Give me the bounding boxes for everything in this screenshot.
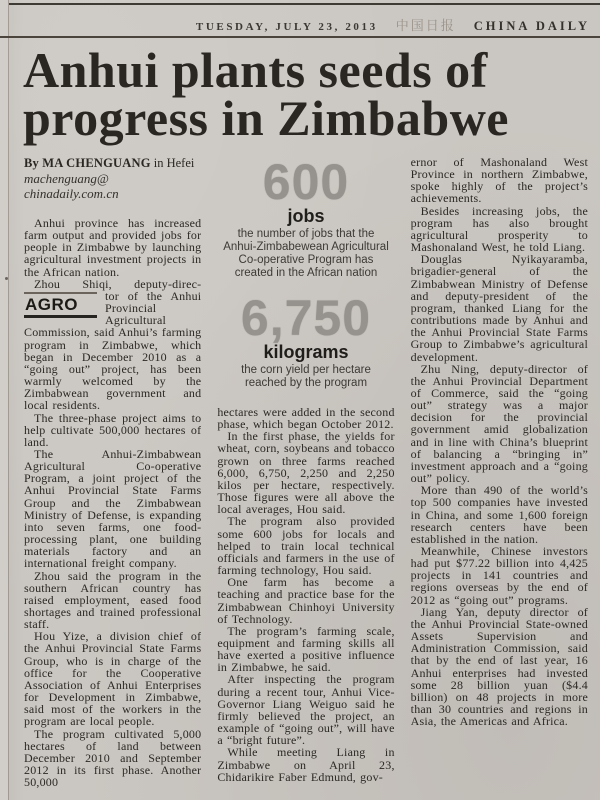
- article-paragraph: hectares were added in the second phase, which began October 2012.: [217, 405, 395, 432]
- article-paragraph: The program cultivated 5,000 hectares of land between December 2010 and September 2012 in its first phase. Another 50,000: [24, 726, 202, 790]
- byline-location: in Hefei: [150, 156, 195, 170]
- column-1: [24, 156, 201, 798]
- stats-block: [217, 156, 394, 390]
- article-paragraph: The three-phase project aims to help cultivate 500,000 hectares of land.: [24, 410, 202, 449]
- stat-kilograms-unit: kilograms: [263, 342, 349, 362]
- article-paragraph: Zhu Ning, deputy-director of the Anhui Provincial Department of Commerce, said the “going out” strategy was a major decision for the provincial government amid globalization and in line with China’s blueprint of balancing a “bringing in” investment approach and a “going out” policy.: [410, 361, 588, 486]
- headline-line2: progress in Zimbabwe: [23, 90, 510, 146]
- stat-kilograms-caption: the corn yield per hectare reached by the program: [241, 364, 371, 389]
- article-paragraph: Douglas Nyikayaramba, brigadier-general of the Zimbabwean Ministry of Defense and deputy-president of the program, thanked Liang for the contributions made by Anhui and the Anhui Provincial State Farms Group to Zimbabwe’s agricultural development.: [410, 252, 588, 364]
- stat-jobs-value: 600: [262, 156, 350, 210]
- stat-kilograms-value: 6,750: [240, 290, 372, 346]
- byline: [24, 156, 201, 171]
- stat-kilograms: [217, 290, 394, 390]
- column-2: [217, 156, 394, 798]
- article-body-col2: [217, 406, 394, 783]
- author-email-line2: chinadaily.com.cn: [24, 185, 119, 201]
- article-paragraph: One farm has become a teaching and practice base for the Zimbabwean Chinhoyi University of Technology.: [217, 575, 395, 626]
- article-columns: [24, 156, 588, 798]
- article-paragraph: Hou Yize, a division chief of the Anhui Provincial State Farms Group, who is in charge of the office for the Cooperative Association of Anhui Enterprises for Development in Zimbabwe, said most of the workers in the program are local people.: [24, 629, 202, 729]
- article-paragraph: Besides increasing jobs, the program has also brought agricultural prosperity to Mashonaland West, he told Liang.: [410, 203, 588, 255]
- masthead-paper-name: CHINA DAILY: [473, 19, 590, 33]
- scan-left-margin: [0, 0, 8, 800]
- scan-fold-line: [8, 0, 9, 800]
- headline-line1: Anhui plants seeds of: [23, 42, 488, 98]
- article-paragraph: After inspecting the program during a recent tour, Anhui Vice-Governor Liang Weiguo said he firmly believed the project, an example of “going out”, will have a “bright future”.: [217, 672, 395, 748]
- masthead-date: TUESDAY, JULY 23, 2013: [195, 21, 378, 33]
- masthead-top-rule: [9, 3, 600, 5]
- scan-speck: [5, 277, 8, 280]
- article-paragraph: The Anhui-Zimbabwean Agricultural Co-operative Program, a joint project of the Anhui Provincial State Farms Group and the Zimbabwean Ministry of Defense, is expanding into seven farms, one food-processing plant, one building materials factory and an international freight company.: [24, 446, 202, 571]
- article-paragraph: ernor of Mashonaland West Province in northern Zimbabwe, spoke highly of the project’s achievements.: [410, 156, 588, 206]
- article-paragraph: While meeting Liang in Zimbabwe on April 23, Chidarikire Faber Edmund, gov-: [217, 745, 395, 784]
- article-body-col1: [24, 217, 201, 788]
- china-daily-cn-logo: 中国日报: [395, 18, 456, 33]
- author-email: [24, 172, 201, 201]
- author-email-line1: machenguang@: [24, 171, 109, 186]
- article-paragraph: Meanwhile, Chinese investors had put $77.22 billion into 4,425 projects in 141 countries and regions overseas by the end of 2012 as “going out” programs.: [410, 544, 588, 607]
- column-3: [411, 156, 588, 798]
- stat-jobs: [217, 156, 394, 280]
- agro-section-badge: AGRO: [24, 292, 97, 318]
- article-paragraph: AGRO tor of the Anhui Provincial Agricultural Commission, said Anhui’s farming program in Zimbabwe, which began in December 2010 as a “going out” project, has been warmly welcomed by the Zimbabwean government and local residents.: [24, 288, 202, 413]
- article-paragraph: Jiang Yan, deputy director of the Anhui Provincial State-owned Assets Supervision and Administration Commission, said that by the end of last year, 16 Anhui enterprises had invested some 28 billion yuan ($4.4 billion) on 48 projects in more than 30 countries and regions in Asia, the Americas and Africa.: [410, 604, 588, 729]
- masthead-bottom-rule: [0, 36, 600, 38]
- article-paragraph: More than 490 of the world’s top 500 companies have invested in China, and some 1,600 foreign research centers have been established in the nation.: [410, 483, 588, 546]
- stat-jobs-caption: the number of jobs that the Anhui-Zimbabewean Agricultural Co-operative Program has created in the African nation: [223, 228, 389, 279]
- stat-jobs-unit: jobs: [287, 206, 325, 226]
- article-paragraph: Anhui province has increased farm output and provided jobs for people in Zimbabwe by launching agricultural investment projects in the African nation.: [24, 216, 202, 279]
- byline-author: By MA CHENGUANG: [24, 156, 151, 170]
- article-body-col3: [411, 156, 588, 727]
- article-paragraph: Zhou said the program in the southern African country has raised employment, eased food shortages and trained professional staff.: [24, 568, 202, 632]
- article-headline: [23, 42, 586, 146]
- article-paragraph: Zhou Shiqi, deputy-direc-: [34, 276, 202, 291]
- article-paragraph: The program’s farming scale, equipment and farming skills all have exerted a positive influence in Zimbabwe, he said.: [217, 623, 395, 675]
- masthead: [196, 15, 590, 34]
- article-paragraph: In the first phase, the yields for wheat, corn, soybeans and tobacco grown on three farms reached 6,000, 6,750, 2,250 and 2,250 kilos per hectare, respectively. Those figures were all above the local averages, Hou said.: [217, 429, 395, 517]
- article-paragraph: The program also provided some 600 jobs for locals and helped to train local technical officials and farmers in the use of farming technology, Hou said.: [217, 514, 395, 578]
